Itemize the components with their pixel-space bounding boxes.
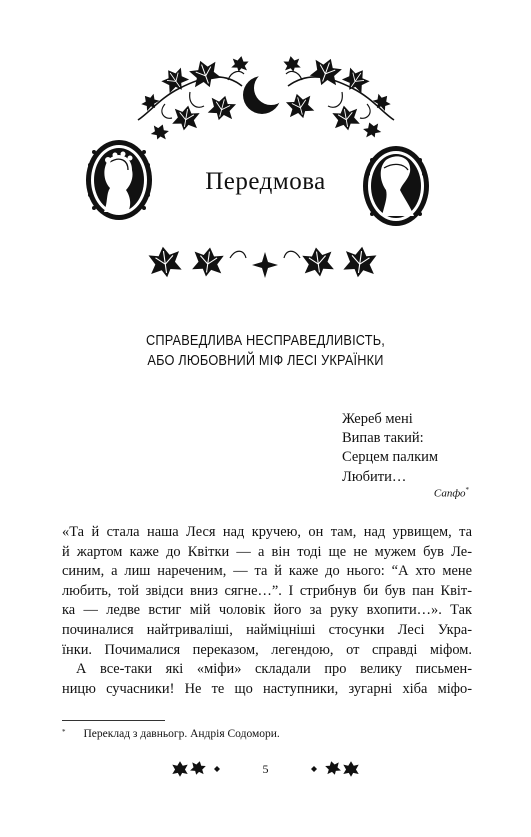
star-icon (252, 252, 278, 278)
body-line: ницю сучасники! Не те що наступники, зугарні хіба міфо- (62, 680, 472, 697)
body-line: починалися найтриваліші, наймiцніші стосунки Лесі Укра- (62, 621, 472, 638)
body-line: їнки. Почималися переказом, легендою, от справді міфом. (62, 641, 472, 658)
footnote-text: Переклад з давньогр. Андрія Содомори. (83, 728, 280, 740)
body-line: синим, а лиш нареченим, — та й каже до нього: “А хто мене (62, 563, 472, 580)
footnote-reference: * (465, 486, 469, 494)
header-ornament (0, 0, 531, 320)
body-paragraphs (62, 523, 472, 699)
body-line: ка — ледве встиг мій чоловік його за руку вхопити…». Так (62, 602, 472, 619)
page-title: Передмова (205, 168, 326, 195)
epigraph-author-name: Сапфо (433, 487, 466, 500)
epigraph-line: Любити… (342, 468, 407, 485)
subtitle-line-2: АБО ЛЮБОВНИЙ МІФ ЛЕСІ УКРАЇНКИ (147, 352, 384, 369)
chapter-subtitle (32, 332, 499, 371)
right-ivy-vine (283, 54, 394, 140)
body-line: й жартом каже до Квітки — а він тоді ще не мужем був Ле- (62, 543, 472, 560)
epigraph-line: Жереб мені (342, 411, 413, 427)
epigraph-line: Серцем палким (342, 449, 439, 466)
left-ivy-vine (138, 55, 249, 143)
footnote-divider (62, 720, 165, 721)
footnote-mark: * (62, 728, 66, 736)
epigraph-line: Випав такий: (342, 430, 424, 447)
footnote (62, 728, 482, 740)
body-line: А все-таки які «міфи» складали про велику письмен- (76, 661, 472, 678)
body-line: «Та й стала наша Леся над кручею, он там, над урвищем, та (62, 524, 472, 540)
crescent-moon-icon (243, 71, 288, 114)
page-number: 5 (262, 762, 269, 776)
epigraph-author (434, 486, 469, 500)
subtitle-line-1: СПРАВЕДЛИВА НЕСПРАВЕДЛИВІСТЬ, (145, 333, 386, 349)
epigraph (342, 410, 502, 487)
body-line: любить, той звідси вниз сягне…”. І стрибнув би був пан Квіт- (62, 582, 472, 599)
